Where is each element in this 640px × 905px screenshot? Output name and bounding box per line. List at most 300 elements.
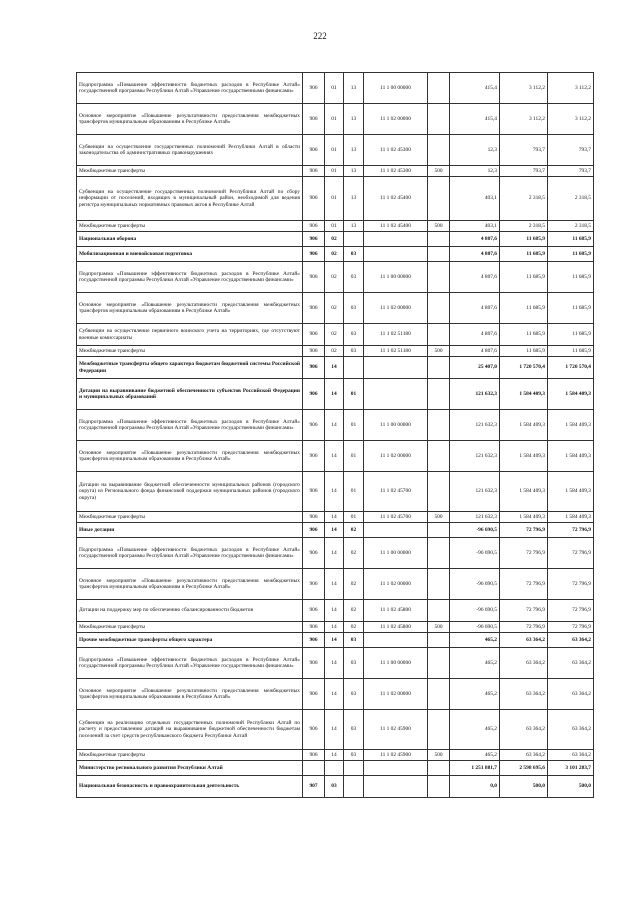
amount-col-1: 415,4 [450, 73, 500, 104]
expense-type-code [428, 73, 450, 104]
table-row [77, 73, 594, 104]
subsection-code [344, 776, 364, 798]
table-row [77, 761, 594, 776]
expense-type-code [428, 633, 450, 648]
section-code: 14 [325, 538, 344, 569]
grbs-code: 906 [303, 247, 325, 262]
row-name: Дотации на выравнивание бюджетной обеспеченности субъектов Российской Федерации и муниципальных образований [77, 379, 303, 410]
amount-col-1: 465,2 [450, 679, 500, 710]
grbs-code: 906 [303, 104, 325, 135]
amount-col-2: 72 796,9 [500, 523, 548, 538]
amount-col-3: 1 584 409,3 [548, 379, 594, 410]
target-article-code [364, 776, 428, 798]
section-code: 02 [325, 324, 344, 346]
row-name: Подпрограмма «Повышение эффективности бюджетных расходов в Республике Алтай» государственной программы Республики Алтай «Управление государственными финансами» [77, 73, 303, 104]
grbs-code: 906 [303, 441, 325, 472]
amount-col-3: 11 685,9 [548, 247, 594, 262]
amount-col-2: 1 584 409,3 [500, 379, 548, 410]
target-article-code: 11 1 02 00000 [364, 569, 428, 600]
amount-col-1: 4 807,6 [450, 324, 500, 346]
subsection-code: 03 [344, 262, 364, 293]
grbs-code: 906 [303, 166, 325, 177]
table-row [77, 104, 594, 135]
amount-col-3: 63 364,2 [548, 679, 594, 710]
amount-col-2: 3 112,2 [500, 104, 548, 135]
budget-table [76, 72, 594, 798]
target-article-code: 11 1 02 00000 [364, 679, 428, 710]
expense-type-code: 500 [428, 346, 450, 357]
amount-col-3: 2 318,5 [548, 221, 594, 232]
amount-col-3: 63 364,2 [548, 710, 594, 750]
grbs-code: 906 [303, 293, 325, 324]
table-row [77, 324, 594, 346]
amount-col-2: 2 598 695,6 [500, 761, 548, 776]
expense-type-code: 500 [428, 166, 450, 177]
row-name: Подпрограмма «Повышение эффективности бюджетных расходов в Республике Алтай» государственной программы Республики Алтай «Управление государственными финансами» [77, 410, 303, 441]
expense-type-code [428, 293, 450, 324]
subsection-code: 03 [344, 679, 364, 710]
subsection-code: 03 [344, 750, 364, 761]
table-row [77, 346, 594, 357]
subsection-code: 03 [344, 633, 364, 648]
row-name: Национальная оборона [77, 232, 303, 247]
row-name: Субвенции на осуществление государственных полномочий Республики Алтай в области законодательства об административных правонарушениях [77, 135, 303, 166]
expense-type-code [428, 324, 450, 346]
amount-col-1: -96 690,5 [450, 600, 500, 622]
section-code: 14 [325, 410, 344, 441]
section-code: 14 [325, 679, 344, 710]
table-row [77, 776, 594, 798]
target-article-code: 11 1 02 45700 [364, 512, 428, 523]
table-row [77, 633, 594, 648]
amount-col-3: 63 364,2 [548, 633, 594, 648]
target-article-code: 11 1 02 45900 [364, 750, 428, 761]
table-row [77, 232, 594, 247]
amount-col-1: 1 251 881,7 [450, 761, 500, 776]
subsection-code: 03 [344, 648, 364, 679]
amount-col-1: 121 632,3 [450, 410, 500, 441]
table-row [77, 750, 594, 761]
amount-col-1: 403,1 [450, 177, 500, 221]
row-name: Основное мероприятие «Повышение результативности предоставления межбюджетных трансфертов муниципальным образованиям в Республике Алтай» [77, 441, 303, 472]
row-name: Субвенции на реализацию отдельных государственных полномочий Республики Алтай по расчету и предоставлению дотаций на выравнивание бюджетной обеспеченности бюджетам поселений за счет средств республиканского бюджета Республики Алтай [77, 710, 303, 750]
amount-col-2: 3 112,2 [500, 73, 548, 104]
grbs-code: 906 [303, 324, 325, 346]
table-row [77, 710, 594, 750]
row-name: Мобилизационная и вневойсковая подготовка [77, 247, 303, 262]
subsection-code: 01 [344, 512, 364, 523]
amount-col-3: 72 796,9 [548, 523, 594, 538]
grbs-code: 906 [303, 679, 325, 710]
expense-type-code [428, 357, 450, 379]
table-row [77, 357, 594, 379]
grbs-code: 906 [303, 262, 325, 293]
section-code: 01 [325, 135, 344, 166]
amount-col-2: 1 584 409,3 [500, 441, 548, 472]
grbs-code: 906 [303, 472, 325, 512]
row-name: Межбюджетные трансферты [77, 221, 303, 232]
section-code: 01 [325, 73, 344, 104]
section-code: 01 [325, 104, 344, 135]
grbs-code: 907 [303, 776, 325, 798]
amount-col-1: 465,2 [450, 648, 500, 679]
section-code: 14 [325, 379, 344, 410]
target-article-code: 11 1 02 45300 [364, 166, 428, 177]
target-article-code [364, 247, 428, 262]
amount-col-2: 63 364,2 [500, 750, 548, 761]
amount-col-1: 465,2 [450, 710, 500, 750]
expense-type-code [428, 262, 450, 293]
table-row [77, 247, 594, 262]
subsection-code: 02 [344, 538, 364, 569]
subsection-code: 03 [344, 293, 364, 324]
expense-type-code [428, 538, 450, 569]
table-row [77, 166, 594, 177]
grbs-code: 906 [303, 73, 325, 104]
target-article-code: 11 1 02 51180 [364, 324, 428, 346]
amount-col-1: 4 807,6 [450, 247, 500, 262]
amount-col-1: 121 632,3 [450, 379, 500, 410]
row-name: Основное мероприятие «Повышение результативности предоставления межбюджетных трансфертов муниципальным образованиям в Республике Алтай» [77, 104, 303, 135]
subsection-code: 01 [344, 379, 364, 410]
amount-col-1: 4 807,6 [450, 232, 500, 247]
target-article-code: 11 1 02 00000 [364, 441, 428, 472]
amount-col-2: 11 685,9 [500, 247, 548, 262]
expense-type-code [428, 247, 450, 262]
grbs-code: 906 [303, 135, 325, 166]
amount-col-2: 11 685,9 [500, 324, 548, 346]
target-article-code [364, 523, 428, 538]
expense-type-code: 500 [428, 221, 450, 232]
amount-col-1: 0,0 [450, 776, 500, 798]
amount-col-3: 3 112,2 [548, 104, 594, 135]
table-row [77, 293, 594, 324]
section-code: 14 [325, 472, 344, 512]
section-code: 14 [325, 622, 344, 633]
target-article-code: 11 1 02 00000 [364, 293, 428, 324]
target-article-code: 11 1 02 45700 [364, 472, 428, 512]
subsection-code: 02 [344, 600, 364, 622]
row-name: Субвенции на осуществление государственных полномочий Республики Алтай по сбору информации от поселений, входящих в муниципальный район, необходимой для ведения регистра муниципальных нормативных правовых актов в Республике Алтай [77, 177, 303, 221]
row-name: Межбюджетные трансферты [77, 750, 303, 761]
expense-type-code [428, 569, 450, 600]
amount-col-2: 1 584 409,3 [500, 512, 548, 523]
amount-col-2: 2 318,5 [500, 221, 548, 232]
expense-type-code: 500 [428, 512, 450, 523]
amount-col-1: 121 632,3 [450, 472, 500, 512]
amount-col-2: 63 364,2 [500, 648, 548, 679]
expense-type-code [428, 648, 450, 679]
subsection-code: 13 [344, 166, 364, 177]
subsection-code: 03 [344, 710, 364, 750]
table-row [77, 177, 594, 221]
section-code: 14 [325, 569, 344, 600]
grbs-code: 906 [303, 600, 325, 622]
grbs-code: 906 [303, 232, 325, 247]
expense-type-code [428, 600, 450, 622]
grbs-code: 906 [303, 622, 325, 633]
target-article-code: 11 1 02 51180 [364, 346, 428, 357]
amount-col-3: 1 584 409,3 [548, 472, 594, 512]
subsection-code: 03 [344, 346, 364, 357]
amount-col-3: 11 685,9 [548, 293, 594, 324]
expense-type-code [428, 379, 450, 410]
amount-col-3: 1 720 570,4 [548, 357, 594, 379]
subsection-code: 13 [344, 221, 364, 232]
amount-col-2: 63 364,2 [500, 633, 548, 648]
expense-type-code [428, 472, 450, 512]
target-article-code: 11 1 00 00000 [364, 410, 428, 441]
section-code: 14 [325, 357, 344, 379]
row-name: Межбюджетные трансферты [77, 166, 303, 177]
expense-type-code: 500 [428, 622, 450, 633]
amount-col-2: 11 685,9 [500, 262, 548, 293]
row-name: Основное мероприятие «Повышение результативности предоставления межбюджетных трансфертов муниципальным образованиям в Республике Алтай» [77, 679, 303, 710]
amount-col-3: 1 584 409,3 [548, 512, 594, 523]
row-name: Основное мероприятие «Повышение результативности предоставления межбюджетных трансфертов муниципальным образованиям в Республике Алтай» [77, 293, 303, 324]
amount-col-3: 3 112,2 [548, 73, 594, 104]
row-name: Основное мероприятие «Повышение результативности предоставления межбюджетных трансфертов муниципальным образованиям в Республике Алтай» [77, 569, 303, 600]
subsection-code: 02 [344, 569, 364, 600]
amount-col-3: 72 796,9 [548, 569, 594, 600]
amount-col-1: 403,1 [450, 221, 500, 232]
target-article-code [364, 379, 428, 410]
amount-col-3: 72 796,9 [548, 622, 594, 633]
section-code: 02 [325, 262, 344, 293]
row-name: Подпрограмма «Повышение эффективности бюджетных расходов в Республике Алтай» государственной программы Республики Алтай «Управление государственными финансами» [77, 648, 303, 679]
grbs-code: 906 [303, 346, 325, 357]
amount-col-2: 72 796,9 [500, 600, 548, 622]
table-row [77, 523, 594, 538]
amount-col-3: 1 584 409,3 [548, 410, 594, 441]
table-row [77, 379, 594, 410]
row-name: Министерство регионального развития Республики Алтай [77, 761, 303, 776]
row-name: Иные дотации [77, 523, 303, 538]
amount-col-2: 72 796,9 [500, 569, 548, 600]
section-code: 14 [325, 648, 344, 679]
amount-col-3: 63 364,2 [548, 750, 594, 761]
target-article-code: 11 1 02 45800 [364, 622, 428, 633]
subsection-code [344, 761, 364, 776]
subsection-code: 13 [344, 104, 364, 135]
amount-col-1: 4 807,6 [450, 293, 500, 324]
amount-col-2: 72 796,9 [500, 622, 548, 633]
section-code: 01 [325, 221, 344, 232]
amount-col-3: 3 101 283,7 [548, 761, 594, 776]
amount-col-3: 793,7 [548, 135, 594, 166]
amount-col-3: 72 796,9 [548, 538, 594, 569]
row-name: Межбюджетные трансферты общего характера бюджетам бюджетной системы Российской Федерации [77, 357, 303, 379]
target-article-code: 11 1 02 45400 [364, 221, 428, 232]
amount-col-1: 4 807,6 [450, 346, 500, 357]
row-name: Прочие межбюджетные трансферты общего характера [77, 633, 303, 648]
section-code: 14 [325, 441, 344, 472]
grbs-code: 906 [303, 750, 325, 761]
expense-type-code [428, 441, 450, 472]
expense-type-code [428, 104, 450, 135]
target-article-code: 11 1 00 00000 [364, 73, 428, 104]
section-code: 02 [325, 346, 344, 357]
amount-col-1: 465,2 [450, 750, 500, 761]
amount-col-3: 500,0 [548, 776, 594, 798]
subsection-code: 01 [344, 441, 364, 472]
row-name: Подпрограмма «Повышение эффективности бюджетных расходов в Республике Алтай» государственной программы Республики Алтай «Управление государственными финансами» [77, 262, 303, 293]
row-name: Дотации на выравнивание бюджетной обеспеченности муниципальных районов (городского округа) из Регионального фонда финансовой поддержки муниципальных районов (городского округа) [77, 472, 303, 512]
expense-type-code [428, 177, 450, 221]
grbs-code: 906 [303, 710, 325, 750]
target-article-code: 11 1 02 45900 [364, 710, 428, 750]
amount-col-3: 11 685,9 [548, 262, 594, 293]
grbs-code: 906 [303, 569, 325, 600]
amount-col-2: 2 318,5 [500, 177, 548, 221]
amount-col-3: 793,7 [548, 166, 594, 177]
amount-col-3: 11 685,9 [548, 232, 594, 247]
amount-col-2: 63 364,2 [500, 679, 548, 710]
expense-type-code [428, 679, 450, 710]
table-row [77, 600, 594, 622]
target-article-code: 11 1 00 00000 [364, 648, 428, 679]
amount-col-2: 793,7 [500, 135, 548, 166]
amount-col-3: 11 685,9 [548, 346, 594, 357]
subsection-code: 02 [344, 523, 364, 538]
table-row [77, 648, 594, 679]
expense-type-code [428, 761, 450, 776]
subsection-code: 13 [344, 73, 364, 104]
amount-col-1: 4 807,6 [450, 262, 500, 293]
amount-col-3: 72 796,9 [548, 600, 594, 622]
amount-col-2: 1 584 409,3 [500, 410, 548, 441]
section-code: 03 [325, 776, 344, 798]
row-name: Межбюджетные трансферты [77, 622, 303, 633]
row-name: Подпрограмма «Повышение эффективности бюджетных расходов в Республике Алтай» государственной программы Республики Алтай «Управление государственными финансами» [77, 538, 303, 569]
row-name: Межбюджетные трансферты [77, 346, 303, 357]
table-row [77, 221, 594, 232]
expense-type-code [428, 410, 450, 441]
amount-col-1: 415,4 [450, 104, 500, 135]
amount-col-1: 25 407,0 [450, 357, 500, 379]
section-code: 01 [325, 177, 344, 221]
amount-col-1: 12,3 [450, 166, 500, 177]
expense-type-code: 500 [428, 750, 450, 761]
target-article-code: 11 1 02 00000 [364, 104, 428, 135]
amount-col-1: -96 690,5 [450, 523, 500, 538]
subsection-code: 01 [344, 410, 364, 441]
subsection-code [344, 232, 364, 247]
table-row [77, 569, 594, 600]
amount-col-1: 121 632,3 [450, 512, 500, 523]
amount-col-3: 63 364,2 [548, 648, 594, 679]
target-article-code: 11 1 02 45400 [364, 177, 428, 221]
table-row [77, 410, 594, 441]
amount-col-2: 63 364,2 [500, 710, 548, 750]
amount-col-2: 72 796,9 [500, 538, 548, 569]
target-article-code: 11 1 02 45800 [364, 600, 428, 622]
grbs-code: 906 [303, 648, 325, 679]
table-row [77, 441, 594, 472]
section-code: 02 [325, 247, 344, 262]
target-article-code: 11 1 00 00000 [364, 262, 428, 293]
table-row [77, 472, 594, 512]
grbs-code: 906 [303, 177, 325, 221]
amount-col-3: 2 318,5 [548, 177, 594, 221]
grbs-code: 906 [303, 379, 325, 410]
amount-col-1: 12,3 [450, 135, 500, 166]
amount-col-1: -96 690,5 [450, 622, 500, 633]
grbs-code: 906 [303, 410, 325, 441]
table-row [77, 679, 594, 710]
target-article-code: 11 1 00 00000 [364, 538, 428, 569]
grbs-code [303, 761, 325, 776]
amount-col-3: 11 685,9 [548, 324, 594, 346]
amount-col-3: 1 584 409,3 [548, 441, 594, 472]
subsection-code: 01 [344, 472, 364, 512]
amount-col-2: 11 685,9 [500, 346, 548, 357]
table-row [77, 538, 594, 569]
expense-type-code [428, 232, 450, 247]
grbs-code: 906 [303, 357, 325, 379]
amount-col-1: 121 632,3 [450, 441, 500, 472]
table-row [77, 622, 594, 633]
amount-col-2: 11 685,9 [500, 232, 548, 247]
amount-col-2: 1 584 409,3 [500, 472, 548, 512]
grbs-code: 906 [303, 538, 325, 569]
target-article-code: 11 1 02 45300 [364, 135, 428, 166]
amount-col-2: 793,7 [500, 166, 548, 177]
grbs-code: 906 [303, 512, 325, 523]
amount-col-2: 11 685,9 [500, 293, 548, 324]
subsection-code [344, 357, 364, 379]
page-number: 222 [313, 31, 327, 41]
section-code: 01 [325, 166, 344, 177]
section-code [325, 761, 344, 776]
subsection-code: 02 [344, 622, 364, 633]
grbs-code: 906 [303, 633, 325, 648]
row-name: Национальная безопасность и правоохранительная деятельность [77, 776, 303, 798]
section-code: 02 [325, 232, 344, 247]
row-name: Субвенции на осуществление первичного воинского учета на территориях, где отсутствуют военные комиссариаты [77, 324, 303, 346]
section-code: 14 [325, 633, 344, 648]
row-name: Межбюджетные трансферты [77, 512, 303, 523]
section-code: 14 [325, 523, 344, 538]
target-article-code [364, 357, 428, 379]
expense-type-code [428, 523, 450, 538]
section-code: 02 [325, 293, 344, 324]
section-code: 14 [325, 512, 344, 523]
section-code: 14 [325, 710, 344, 750]
section-code: 14 [325, 750, 344, 761]
amount-col-2: 1 720 570,4 [500, 357, 548, 379]
amount-col-1: 465,2 [450, 633, 500, 648]
table-body [77, 73, 594, 798]
expense-type-code [428, 135, 450, 166]
target-article-code [364, 633, 428, 648]
subsection-code: 03 [344, 324, 364, 346]
row-name: Дотации на поддержку мер по обеспечению сбалансированности бюджетов [77, 600, 303, 622]
grbs-code: 906 [303, 221, 325, 232]
amount-col-2: 500,0 [500, 776, 548, 798]
subsection-code: 13 [344, 177, 364, 221]
table-row [77, 135, 594, 166]
expense-type-code [428, 710, 450, 750]
subsection-code: 13 [344, 135, 364, 166]
table-row [77, 512, 594, 523]
expense-type-code [428, 776, 450, 798]
amount-col-1: -96 690,5 [450, 569, 500, 600]
target-article-code [364, 761, 428, 776]
target-article-code [364, 232, 428, 247]
grbs-code: 906 [303, 523, 325, 538]
amount-col-1: -96 690,5 [450, 538, 500, 569]
